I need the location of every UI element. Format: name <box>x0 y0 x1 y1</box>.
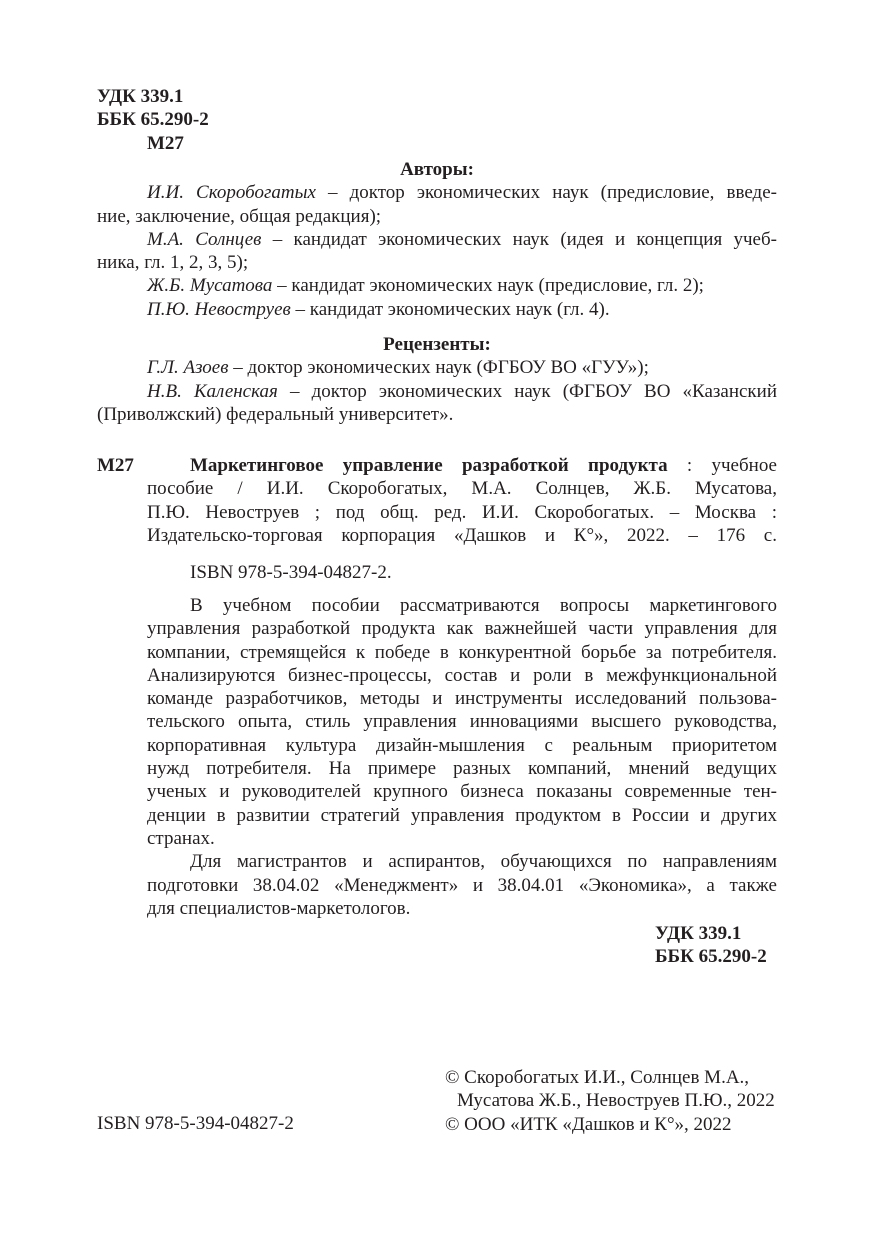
entry-text: – кандидат экономических наук (гл. 4). <box>290 298 610 320</box>
entry-text: ние, заключение, общая редакция); <box>97 205 382 227</box>
bib-text: П.Ю. Невоструев ; под общ. ред. И.И. Скоробогатых. – Москва : <box>147 501 777 523</box>
entry-text: – доктор экономических наук (ФГБОУ ВО «ГУУ»); <box>228 357 649 379</box>
isbn: ISBN 978-5-394-04827-2. <box>190 562 392 584</box>
reviewers-section <box>97 333 777 426</box>
abstract-line: подготовки 38.04.02 «Менеджмент» и 38.04.01 «Экономика», а также <box>147 874 777 896</box>
reviewers-heading: Рецензенты: <box>383 334 491 355</box>
abstract-line: Анализируются бизнес-процессы, состав и роли в межфункциональной <box>147 664 777 686</box>
bib-code: М27 <box>97 455 134 476</box>
abstract-line: нужд потребителя. На примере разных компаний, мнений ведущих <box>147 758 777 780</box>
entry-text: – доктор экономических наук (ФГБОУ ВО «Казанский <box>277 380 777 402</box>
abstract-line: для специалистов-маркетологов. <box>147 897 411 919</box>
entry-line <box>97 298 777 321</box>
bib-text: : учебное <box>667 455 777 476</box>
udk-code: УДК 339.1 <box>97 86 184 107</box>
abstract-paragraph <box>147 850 777 920</box>
entry-text: – кандидат экономических наук (идея и концепция учеб- <box>261 228 777 250</box>
copyright <box>445 1066 775 1136</box>
classification-header <box>97 85 209 155</box>
abstract-line: компании, стремящейся к победе в конкурентной борьбе за потребителя. <box>147 641 777 663</box>
abstract-line: корпоративная культура дизайн-мышления с реальным приоритетом <box>147 734 777 756</box>
abstract-line: ученых и руководителей крупного бизнеса показаны современные тен- <box>147 781 777 803</box>
copyright-line: Мусатова Ж.Б., Невоструев П.Ю., 2022 <box>457 1090 775 1112</box>
bib-text: Издательско-торговая корпорация «Дашков и К°», 2022. – 176 с. <box>147 524 777 546</box>
entry-line <box>97 251 777 274</box>
footer-codes <box>655 922 767 969</box>
entry-text: (Приволжский) федеральный университет». <box>97 403 454 425</box>
abstract-line: Для магистрантов и аспирантов, обучающихся по направлениям <box>190 851 777 873</box>
author-name: И.И. Скоробогатых <box>147 182 316 204</box>
bbk-code: ББК 65.290-2 <box>97 109 209 131</box>
bib-line <box>147 501 777 524</box>
entry-line <box>97 356 777 379</box>
abstract-line: странах. <box>147 827 215 849</box>
entry-line <box>97 274 777 297</box>
copyright-line: © Скоробогатых И.И., Солнцев М.А., <box>445 1067 750 1088</box>
entry-line <box>97 205 777 228</box>
abstract-paragraph <box>147 594 777 850</box>
authors-heading: Авторы: <box>400 159 474 180</box>
copyright-line: © ООО «ИТК «Дашков и К°», 2022 <box>445 1113 732 1135</box>
authors-section <box>97 158 777 321</box>
bib-line <box>147 454 777 477</box>
entry-line <box>97 403 777 426</box>
author-name: Ж.Б. Мусатова <box>147 275 273 297</box>
entry-line <box>97 380 777 403</box>
abstract-line: денции в развитии стратегий управления продуктом в России и других <box>147 804 777 826</box>
entry-text: – доктор экономических наук (предисловие, введе- <box>315 182 777 204</box>
author-name: М.А. Солнцев <box>147 228 262 250</box>
reviewer-name: Н.В. Каленская <box>147 380 278 402</box>
author-mark: М27 <box>147 132 184 154</box>
footer-bbk: ББК 65.290-2 <box>655 946 767 968</box>
bib-text: пособие / И.И. Скоробогатых, М.А. Солнцев, Ж.Б. Мусатова, <box>147 478 777 500</box>
author-name: П.Ю. Невоструев <box>147 298 291 320</box>
entry-line <box>97 181 777 204</box>
bib-line <box>147 477 777 500</box>
reviewer-name: Г.Л. Азоев <box>147 357 229 379</box>
abstract-line: тельского опыта, стиль управления инновациями высшего руководства, <box>147 711 777 733</box>
abstract-line: команде разработчиков, методы и инструменты исследований пользова- <box>147 688 777 710</box>
entry-line <box>97 228 777 251</box>
abstract <box>147 594 777 920</box>
bib-entry <box>147 454 777 584</box>
book-title: Маркетинговое управление разработкой продукта <box>190 455 668 476</box>
entry-text: – кандидат экономических наук (предисловие, гл. 2); <box>272 275 704 297</box>
abstract-line: управления разработкой продукта как важнейшей части управления для <box>147 618 777 640</box>
abstract-line: В учебном пособии рассматриваются вопросы маркетингового <box>190 595 777 616</box>
footer-udk: УДК 339.1 <box>655 923 742 944</box>
entry-text: ника, гл. 1, 2, 3, 5); <box>97 252 249 274</box>
bib-line <box>147 524 777 547</box>
isbn-bottom: ISBN 978-5-394-04827-2 <box>97 1113 294 1134</box>
